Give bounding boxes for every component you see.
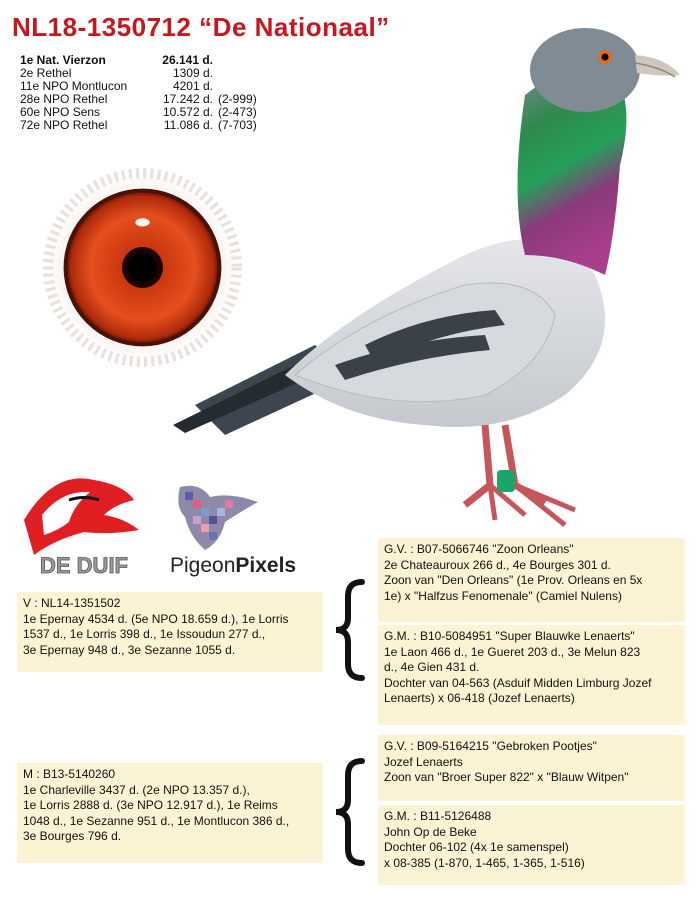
gm2-line: x 08-385 (1-870, 1-465, 1-365, 1-516) [384, 855, 585, 870]
gv2-line: Jozef Lenaerts [384, 754, 463, 769]
page-title: NL18-1350712 “De Nationaal” [12, 12, 390, 42]
gm1-line: d., 4e Gien 431 d. [384, 660, 480, 674]
result-count: 26.141 d. [162, 53, 213, 67]
result-extra: (7-703) [218, 118, 257, 132]
gm2-line: G.M. : B11-5126488 [384, 809, 492, 823]
result-count: 11.086 d. [163, 118, 213, 132]
gm1-line: Dochter van 04-563 (Asduif Midden Limburg Jozef [384, 675, 652, 690]
father-line: 1537 d., 1e Lorris 398 d., 1e Issoudun 277 d., [23, 627, 266, 641]
result-count: 10.572 d. [162, 105, 213, 119]
result-rank: 11e NPO Montlucon [20, 79, 128, 93]
de-duif-logo-text: DE DUIF [40, 553, 128, 578]
mother-line: M : B13-5140260 [23, 767, 116, 781]
result-rank: 2e Rethel [20, 66, 72, 80]
father-box [17, 592, 323, 672]
mother-box [17, 763, 323, 863]
gv1-line: 2e Chateauroux 266 d., 4e Bourges 301 d. [384, 557, 611, 572]
result-rank: 72e NPO Rethel [20, 118, 108, 132]
result-rank: 28e NPO Rethel [20, 92, 108, 106]
pigeon-pixels-logo [170, 482, 305, 582]
pigeon-photo [165, 15, 690, 535]
result-rank: 1e Nat. Vierzon [20, 53, 106, 67]
gm1-line: G.M. : B10-5084951 "Super Blauwke Lenaerts" [384, 629, 635, 643]
father-line: 1e Epernay 4534 d. (5e NPO 18.659 d.), 1e Lorris [23, 611, 289, 626]
pigeon-pixels-text-b: Pixels [235, 554, 297, 577]
mother-line: 3e Bourges 796 d. [23, 829, 122, 843]
father-brace-icon [330, 578, 370, 682]
gv1-line: Zoon van "Den Orleans" (1e Prov. Orleans en 5x [384, 573, 643, 587]
result-rank: 60e NPO Sens [20, 105, 101, 119]
father-line: 3e Epernay 948 d., 3e Sezanne 1055 d. [23, 642, 236, 657]
gv1-line: G.V. : B07-5066746 "Zoon Orleans" [384, 542, 574, 556]
pigeon-pixels-text-a: Pigeon [170, 554, 236, 577]
father-line: V : NL14-1351502 [23, 596, 121, 610]
gv2-line: Zoon van "Broer Super 822" x "Blauw Witpen" [384, 770, 629, 784]
result-count: 1309 d. [172, 66, 213, 80]
mother-line: 1e Charleville 3437 d. (2e NPO 13.357 d.), [23, 782, 250, 797]
gm2-line: Dochter 06-102 (4x 1e samenspel) [384, 840, 569, 854]
de-duif-logo [14, 460, 154, 580]
gm2-line: John Op de Beke [384, 824, 477, 839]
result-extra: (2-999) [218, 92, 257, 106]
mother-grandfather-box [378, 735, 685, 801]
mother-line: 1048 d., 1e Sezanne 951 d., 1e Montlucon 386 d., [23, 813, 290, 828]
result-extra: (2-473) [218, 105, 257, 119]
mother-line: 1e Lorris 2888 d. (3e NPO 12.917 d.), 1e Reims [23, 798, 278, 812]
gm1-line: Lenaerts) x 06-418 (Jozef Lenaerts) [384, 691, 575, 705]
gm1-line: 1e Laon 466 d., 1e Gueret 203 d., 3e Melun 823 [384, 644, 641, 659]
mother-brace-icon [330, 757, 370, 867]
result-count: 17.242 d. [162, 92, 213, 106]
gv2-line: G.V. : B09-5164215 "Gebroken Pootjes" [384, 739, 597, 753]
mother-grandmother-box [378, 805, 685, 885]
result-count: 4201 d. [172, 79, 213, 93]
pigeon-pixels-bird-icon [170, 482, 260, 552]
father-grandfather-box [378, 538, 685, 622]
father-grandmother-box [378, 625, 685, 725]
gv1-line: 1e) x "Halfzus Fenomenale" (Camiel Nulens) [384, 588, 622, 603]
